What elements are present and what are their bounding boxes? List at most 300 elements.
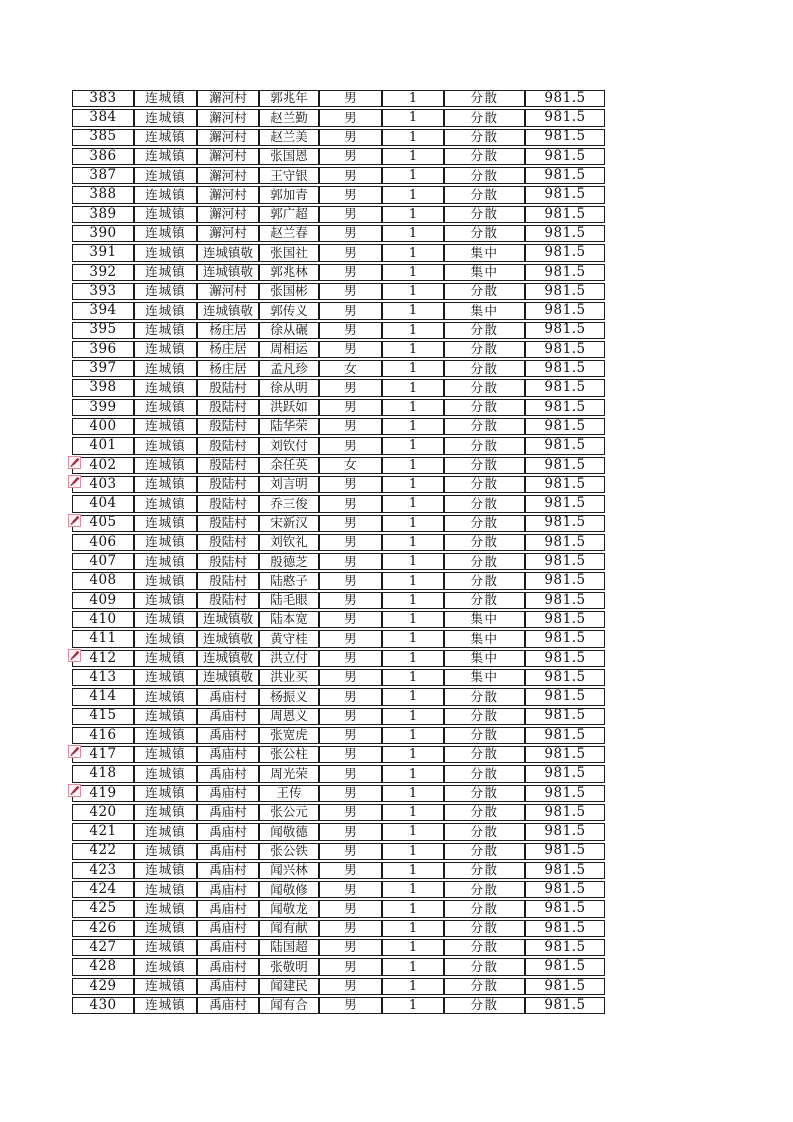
cell-gender: 男 [319,515,382,532]
cell-person-name: 郭传义 [259,302,319,319]
cell-gender: 男 [319,437,382,454]
cell-town: 连城镇 [134,437,197,454]
cell-serial: 426 [72,920,134,937]
table-row [72,148,605,165]
cell-count: 1 [382,341,444,358]
cell-serial: 387 [72,167,134,184]
cell-village: 杨庄居 [197,341,259,358]
cell-village: 殷陆村 [197,399,259,416]
cell-person-name: 赵兰美 [259,129,319,146]
cell-village: 澥河村 [197,283,259,300]
table-row [72,534,605,551]
cell-town: 连城镇 [134,360,197,377]
cell-person-name: 乔三俊 [259,495,319,512]
cell-person-name: 宋新汉 [259,515,319,532]
table-row [72,495,605,512]
cell-amount: 981.5 [525,804,605,821]
cell-village: 禹庙村 [197,746,259,763]
cell-gender: 男 [319,244,382,261]
cell-village: 禹庙村 [197,881,259,898]
cell-town: 连城镇 [134,881,197,898]
cell-amount: 981.5 [525,727,605,744]
cell-village: 澥河村 [197,148,259,165]
cell-support-mode: 分散 [444,862,525,879]
cell-gender: 男 [319,920,382,937]
cell-person-name: 刘钦付 [259,437,319,454]
cell-count: 1 [382,997,444,1014]
cell-serial: 428 [72,958,134,975]
cell-village: 杨庄居 [197,322,259,339]
cell-person-name: 刘钦礼 [259,534,319,551]
cell-gender: 男 [319,495,382,512]
cell-town: 连城镇 [134,206,197,223]
cell-gender: 男 [319,669,382,686]
cell-amount: 981.5 [525,399,605,416]
cell-village: 禹庙村 [197,804,259,821]
cell-person-name: 闻有献 [259,920,319,937]
cell-gender: 女 [319,457,382,474]
cell-town: 连城镇 [134,148,197,165]
cell-gender: 男 [319,572,382,589]
cell-town: 连城镇 [134,997,197,1014]
cell-person-name: 周相运 [259,341,319,358]
cell-person-name: 洪立付 [259,650,319,667]
cell-serial: 421 [72,823,134,840]
cell-amount: 981.5 [525,630,605,647]
cell-village: 禹庙村 [197,978,259,995]
table-row [72,939,605,956]
cell-village: 澥河村 [197,225,259,242]
cell-town: 连城镇 [134,688,197,705]
cell-count: 1 [382,495,444,512]
cell-village: 澥河村 [197,90,259,107]
cell-gender: 男 [319,379,382,396]
table-row [72,90,605,107]
cell-support-mode: 分散 [444,572,525,589]
table-row [72,881,605,898]
cell-serial: 427 [72,939,134,956]
cell-village: 澥河村 [197,109,259,126]
cell-support-mode: 集中 [444,650,525,667]
cell-count: 1 [382,611,444,628]
cell-gender: 男 [319,109,382,126]
cell-gender: 男 [319,765,382,782]
cell-support-mode: 分散 [444,746,525,763]
cell-support-mode: 分散 [444,360,525,377]
cell-amount: 981.5 [525,109,605,126]
cell-town: 连城镇 [134,225,197,242]
cell-village: 连城镇敬 [197,611,259,628]
cell-count: 1 [382,186,444,203]
cell-person-name: 陆毛眼 [259,592,319,609]
cell-support-mode: 分散 [444,109,525,126]
cell-village: 连城镇敬 [197,630,259,647]
cell-serial: 405 [72,515,134,532]
cell-village: 殷陆村 [197,515,259,532]
cell-village: 连城镇敬 [197,650,259,667]
cell-village: 禹庙村 [197,997,259,1014]
cell-count: 1 [382,939,444,956]
cell-town: 连城镇 [134,746,197,763]
cell-village: 澥河村 [197,167,259,184]
cell-count: 1 [382,708,444,725]
table-row [72,611,605,628]
cell-count: 1 [382,727,444,744]
cell-town: 连城镇 [134,862,197,879]
cell-amount: 981.5 [525,611,605,628]
cell-serial: 407 [72,553,134,570]
cell-town: 连城镇 [134,611,197,628]
pencil-icon[interactable] [68,745,81,758]
cell-count: 1 [382,283,444,300]
cell-count: 1 [382,804,444,821]
cell-town: 连城镇 [134,322,197,339]
cell-serial: 383 [72,90,134,107]
table-row [72,688,605,705]
cell-count: 1 [382,437,444,454]
cell-count: 1 [382,399,444,416]
cell-support-mode: 集中 [444,669,525,686]
cell-person-name: 张国社 [259,244,319,261]
table-row [72,978,605,995]
cell-count: 1 [382,264,444,281]
cell-person-name: 殷德芝 [259,553,319,570]
cell-gender: 男 [319,592,382,609]
cell-village: 禹庙村 [197,843,259,860]
cell-serial: 429 [72,978,134,995]
cell-town: 连城镇 [134,785,197,802]
table-row [72,592,605,609]
cell-serial: 400 [72,418,134,435]
table-row [72,746,605,763]
table-row [72,572,605,589]
cell-person-name: 闻建民 [259,978,319,995]
cell-count: 1 [382,515,444,532]
cell-support-mode: 分散 [444,225,525,242]
cell-village: 澥河村 [197,129,259,146]
cell-amount: 981.5 [525,186,605,203]
cell-support-mode: 分散 [444,283,525,300]
cell-person-name: 张国彬 [259,283,319,300]
cell-count: 1 [382,746,444,763]
cell-person-name: 徐从明 [259,379,319,396]
cell-gender: 男 [319,90,382,107]
cell-gender: 男 [319,341,382,358]
cell-town: 连城镇 [134,939,197,956]
cell-person-name: 陆华荣 [259,418,319,435]
cell-support-mode: 分散 [444,476,525,493]
cell-support-mode: 分散 [444,379,525,396]
table-row [72,109,605,126]
cell-amount: 981.5 [525,843,605,860]
cell-amount: 981.5 [525,283,605,300]
cell-support-mode: 分散 [444,186,525,203]
pencil-icon[interactable] [68,456,81,469]
cell-village: 禹庙村 [197,958,259,975]
cell-count: 1 [382,129,444,146]
cell-gender: 男 [319,611,382,628]
cell-count: 1 [382,785,444,802]
cell-village: 殷陆村 [197,379,259,396]
table-row [72,630,605,647]
cell-support-mode: 分散 [444,418,525,435]
cell-serial: 416 [72,727,134,744]
cell-count: 1 [382,457,444,474]
cell-support-mode: 分散 [444,322,525,339]
cell-village: 禹庙村 [197,688,259,705]
cell-support-mode: 分散 [444,592,525,609]
cell-village: 殷陆村 [197,495,259,512]
cell-count: 1 [382,688,444,705]
table-row [72,437,605,454]
cell-count: 1 [382,476,444,493]
cell-serial: 409 [72,592,134,609]
cell-gender: 男 [319,785,382,802]
cell-town: 连城镇 [134,669,197,686]
cell-support-mode: 分散 [444,881,525,898]
cell-town: 连城镇 [134,843,197,860]
cell-village: 连城镇敬 [197,669,259,686]
cell-serial: 413 [72,669,134,686]
cell-amount: 981.5 [525,978,605,995]
cell-person-name: 陆本宽 [259,611,319,628]
cell-amount: 981.5 [525,418,605,435]
cell-serial: 399 [72,399,134,416]
cell-town: 连城镇 [134,495,197,512]
cell-gender: 男 [319,958,382,975]
cell-village: 殷陆村 [197,592,259,609]
pencil-icon[interactable] [68,649,81,662]
cell-count: 1 [382,206,444,223]
cell-count: 1 [382,302,444,319]
cell-town: 连城镇 [134,90,197,107]
cell-person-name: 王守银 [259,167,319,184]
cell-support-mode: 分散 [444,900,525,917]
cell-count: 1 [382,881,444,898]
table-row [72,823,605,840]
cell-person-name: 周光荣 [259,765,319,782]
cell-serial: 418 [72,765,134,782]
cell-village: 殷陆村 [197,476,259,493]
table-row [72,225,605,242]
table-row [72,650,605,667]
cell-town: 连城镇 [134,900,197,917]
cell-support-mode: 分散 [444,688,525,705]
cell-support-mode: 分散 [444,978,525,995]
cell-gender: 男 [319,997,382,1014]
cell-count: 1 [382,322,444,339]
cell-village: 禹庙村 [197,708,259,725]
table-row [72,457,605,474]
cell-support-mode: 分散 [444,727,525,744]
cell-count: 1 [382,765,444,782]
cell-village: 连城镇敬 [197,264,259,281]
cell-count: 1 [382,958,444,975]
table-row [72,708,605,725]
cell-support-mode: 分散 [444,958,525,975]
cell-support-mode: 分散 [444,708,525,725]
cell-count: 1 [382,843,444,860]
cell-village: 殷陆村 [197,457,259,474]
table-row [72,302,605,319]
cell-support-mode: 分散 [444,939,525,956]
cell-amount: 981.5 [525,669,605,686]
cell-village: 禹庙村 [197,785,259,802]
cell-count: 1 [382,379,444,396]
table-row [72,553,605,570]
cell-amount: 981.5 [525,148,605,165]
cell-gender: 男 [319,650,382,667]
cell-amount: 981.5 [525,225,605,242]
cell-support-mode: 分散 [444,515,525,532]
cell-serial: 424 [72,881,134,898]
cell-serial: 398 [72,379,134,396]
cell-amount: 981.5 [525,553,605,570]
cell-count: 1 [382,862,444,879]
table-row [72,843,605,860]
cell-town: 连城镇 [134,302,197,319]
table-row [72,765,605,782]
cell-amount: 981.5 [525,785,605,802]
table-row [72,669,605,686]
cell-support-mode: 分散 [444,804,525,821]
cell-serial: 386 [72,148,134,165]
cell-person-name: 张公元 [259,804,319,821]
cell-amount: 981.5 [525,341,605,358]
cell-person-name: 周恩义 [259,708,319,725]
cell-amount: 981.5 [525,534,605,551]
cell-person-name: 赵兰勤 [259,109,319,126]
cell-person-name: 杨振义 [259,688,319,705]
cell-gender: 男 [319,129,382,146]
cell-amount: 981.5 [525,457,605,474]
cell-person-name: 洪业买 [259,669,319,686]
cell-amount: 981.5 [525,920,605,937]
cell-person-name: 闻敬德 [259,823,319,840]
cell-count: 1 [382,823,444,840]
cell-amount: 981.5 [525,746,605,763]
cell-town: 连城镇 [134,167,197,184]
cell-amount: 981.5 [525,360,605,377]
cell-town: 连城镇 [134,630,197,647]
cell-support-mode: 集中 [444,264,525,281]
cell-town: 连城镇 [134,823,197,840]
cell-gender: 男 [319,534,382,551]
cell-town: 连城镇 [134,418,197,435]
cell-count: 1 [382,109,444,126]
cell-town: 连城镇 [134,958,197,975]
cell-amount: 981.5 [525,302,605,319]
cell-support-mode: 分散 [444,129,525,146]
cell-person-name: 陆憨子 [259,572,319,589]
cell-support-mode: 分散 [444,785,525,802]
cell-gender: 男 [319,804,382,821]
cell-amount: 981.5 [525,476,605,493]
cell-serial: 394 [72,302,134,319]
cell-serial: 403 [72,476,134,493]
table-row [72,958,605,975]
records-table [72,90,605,1014]
cell-gender: 男 [319,843,382,860]
cell-gender: 男 [319,900,382,917]
pencil-icon[interactable] [68,784,81,797]
cell-town: 连城镇 [134,978,197,995]
cell-town: 连城镇 [134,727,197,744]
cell-count: 1 [382,920,444,937]
cell-support-mode: 集中 [444,611,525,628]
cell-person-name: 张敬明 [259,958,319,975]
pencil-icon[interactable] [68,475,81,488]
cell-gender: 男 [319,264,382,281]
table-row [72,997,605,1014]
cell-count: 1 [382,900,444,917]
cell-town: 连城镇 [134,920,197,937]
cell-serial: 402 [72,457,134,474]
cell-village: 殷陆村 [197,572,259,589]
table-row [72,399,605,416]
cell-count: 1 [382,572,444,589]
cell-amount: 981.5 [525,592,605,609]
cell-village: 澥河村 [197,206,259,223]
cell-person-name: 闻有合 [259,997,319,1014]
cell-village: 殷陆村 [197,418,259,435]
table-row [72,920,605,937]
cell-count: 1 [382,148,444,165]
cell-person-name: 赵兰春 [259,225,319,242]
cell-person-name: 黄守桂 [259,630,319,647]
cell-gender: 男 [319,476,382,493]
cell-serial: 384 [72,109,134,126]
cell-town: 连城镇 [134,186,197,203]
cell-serial: 397 [72,360,134,377]
table-row [72,379,605,396]
cell-village: 连城镇敬 [197,244,259,261]
table-row [72,341,605,358]
cell-gender: 男 [319,322,382,339]
cell-gender: 男 [319,283,382,300]
table-row [72,476,605,493]
cell-amount: 981.5 [525,688,605,705]
cell-support-mode: 分散 [444,437,525,454]
table-row [72,244,605,261]
cell-town: 连城镇 [134,264,197,281]
cell-gender: 女 [319,360,382,377]
cell-amount: 981.5 [525,823,605,840]
cell-support-mode: 分散 [444,920,525,937]
cell-amount: 981.5 [525,90,605,107]
table-row [72,206,605,223]
cell-village: 杨庄居 [197,360,259,377]
cell-support-mode: 分散 [444,843,525,860]
table-row [72,322,605,339]
cell-person-name: 郭兆林 [259,264,319,281]
cell-town: 连城镇 [134,515,197,532]
pencil-icon[interactable] [68,514,81,527]
cell-serial: 430 [72,997,134,1014]
cell-gender: 男 [319,630,382,647]
cell-town: 连城镇 [134,804,197,821]
cell-gender: 男 [319,148,382,165]
cell-gender: 男 [319,302,382,319]
cell-person-name: 张国恩 [259,148,319,165]
cell-person-name: 王传 [259,785,319,802]
cell-village: 禹庙村 [197,920,259,937]
cell-amount: 981.5 [525,264,605,281]
cell-village: 澥河村 [197,186,259,203]
cell-gender: 男 [319,399,382,416]
cell-amount: 981.5 [525,244,605,261]
cell-serial: 420 [72,804,134,821]
